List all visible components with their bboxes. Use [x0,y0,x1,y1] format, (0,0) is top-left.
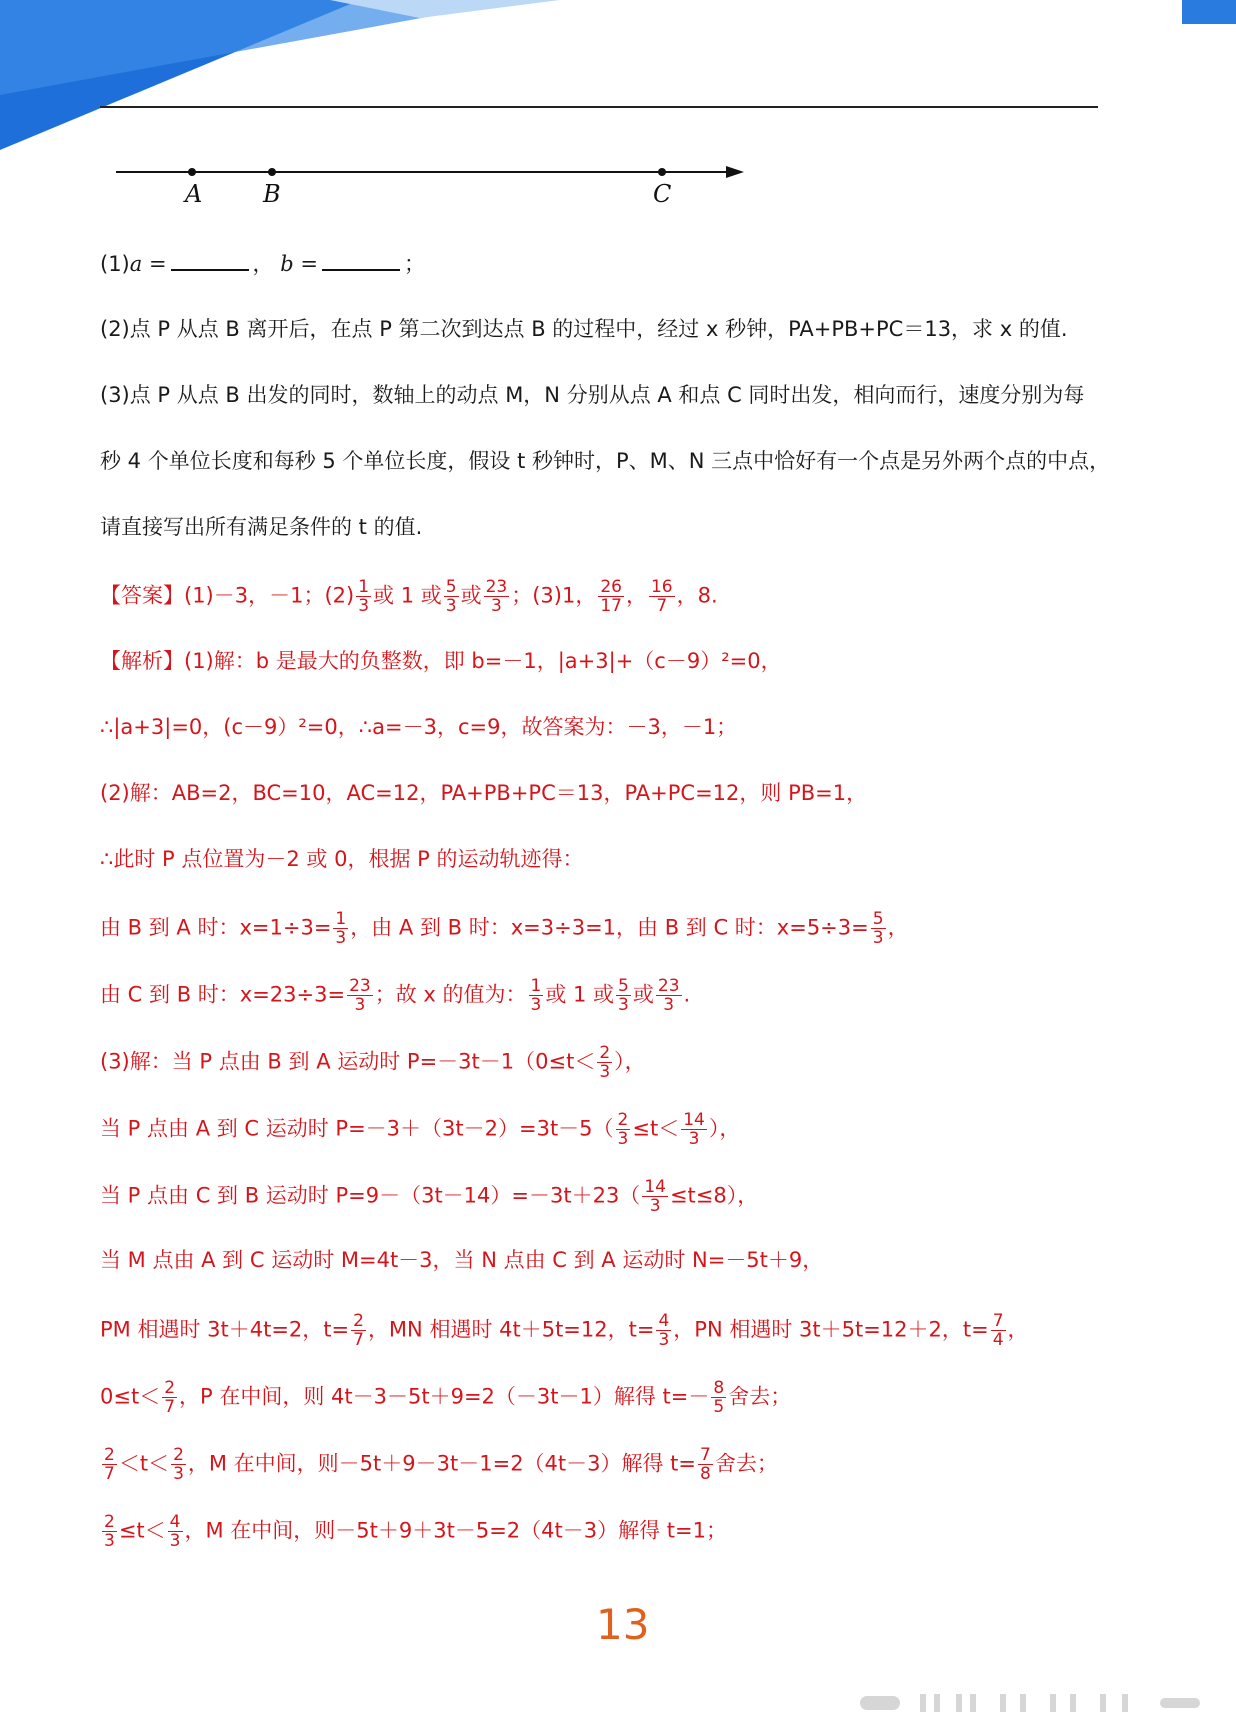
question-3-line-3: 请直接写出所有满足条件的 t 的值. [100,515,423,539]
point-b-label: B [263,180,281,208]
analysis-line-3: (2)解：AB=2，BC=10，AC=12，PA+PB+PC＝13，PA+PC=12，则 PB=1， [100,781,868,805]
analysis-tag: 【解析】 [100,649,184,673]
point-a-label: A [185,180,203,208]
analysis-line-9: 当 P 点由 C 到 B 运动时 P=9－（3t－14）=－3t＋23（ $\frac{14}{3}$ ≤t≤8）， [100,1177,759,1216]
question-3-line-2: 秒 4 个单位长度和每秒 5 个单位长度，假设 t 秒钟时，P、M、N 三点中恰好有一个点是另外两个点的中点， [100,449,1111,473]
question-1: (1)a = ， b = ； [100,252,425,276]
answer-blank-a[interactable] [171,251,249,271]
analysis-line-4: ∴此时 P 点位置为－2 或 0，根据 P 的运动轨迹得： [100,847,584,871]
analysis-line-13: $\frac{2}{7}$ ＜t＜ $\frac{2}{3}$ ，M 在中间，则－5t＋9－3t－1=2（4t－3）解得 t= $\frac{7}{8}$ 舍去； [104,1445,778,1484]
header-rule [100,106,1098,108]
analysis-line-5: 由 B 到 A 时：x=1÷3= $\frac{1}{3}$ ，由 A 到 B 时：x=3÷3=1，由 B 到 C 时：x=5÷3= $\frac{5}{3}$ ， [100,909,909,948]
header-decoration [0,0,1236,150]
answer-tag: 【答案】 [100,583,184,608]
analysis-line-10: 当 M 点由 A 到 C 运动时 M=4t－3，当 N 点由 C 到 A 运动时 N=－5t＋9， [100,1248,824,1272]
answer-blank-b[interactable] [322,251,400,271]
analysis-line-6: 由 C 到 B 时：x=23÷3= $\frac{23}{3}$ ；故 x 的值为： $\frac{1}{3}$ 或 1 或 $\frac{5}{3}$ 或 $\frac{23}{3}$ . [100,976,691,1015]
point-c-label: C [653,180,672,208]
question-3-line-1: (3)点 P 从点 B 出发的同时，数轴上的动点 M，N 分别从点 A 和点 C 同时出发，相向而行，速度分别为每 [100,383,1085,407]
analysis-line-14: $\frac{2}{3}$ ≤t＜ $\frac{4}{3}$ ，M 在中间，则－5t＋9＋3t－5=2（4t－3）解得 t=1； [104,1512,727,1551]
analysis-line-11: PM 相遇时 3t＋4t=2，t= $\frac{2}{7}$ ，MN 相遇时 4t＋5t=12，t= $\frac{4}{3}$ ，PN 相遇时 3t＋5t=12＋2，t= $\frac{7}{4}$ ， [100,1311,1029,1350]
answer-line: 【答案】(1)－3，－1；(2) $\frac{1}{3}$ 或 1 或 $\frac{5}{3}$ 或 $\frac{23}{3}$ ；(3)1， $\frac{26}{17}$ ， $\frac{16}{7}$ ，8. [100,577,718,616]
question-2: (2)点 P 从点 B 离开后，在点 P 第二次到达点 B 的过程中，经过 x 秒钟，PA+PB+PC＝13，求 x 的值. [100,317,1068,341]
watermark-logo [860,1690,1220,1716]
analysis-line-7: (3)解：当 P 点由 B 到 A 运动时 P=－3t－1（0≤t＜ $\frac{2}{3}$ ）， [100,1043,646,1082]
number-line [110,150,760,210]
analysis-line-12: 0≤t＜ $\frac{2}{7}$ ，P 在中间，则 4t－3－5t＋9=2（－3t－1）解得 t=－ $\frac{8}{5}$ 舍去； [100,1378,792,1417]
analysis-line-1: 【解析】(1)解：b 是最大的负整数，即 b=－1，|a+3|+（c－9）²=0， [100,649,782,673]
analysis-line-2: ∴|a+3|=0，(c－9）²=0，∴a=－3，c=9，故答案为：－3，－1； [100,715,738,739]
analysis-line-8: 当 P 点由 A 到 C 运动时 P=－3＋（3t－2）=3t－5（ $\frac{2}{3}$ ≤t＜ $\frac{14}{3}$ ）， [100,1110,741,1149]
page-number: 13 [596,1600,650,1649]
